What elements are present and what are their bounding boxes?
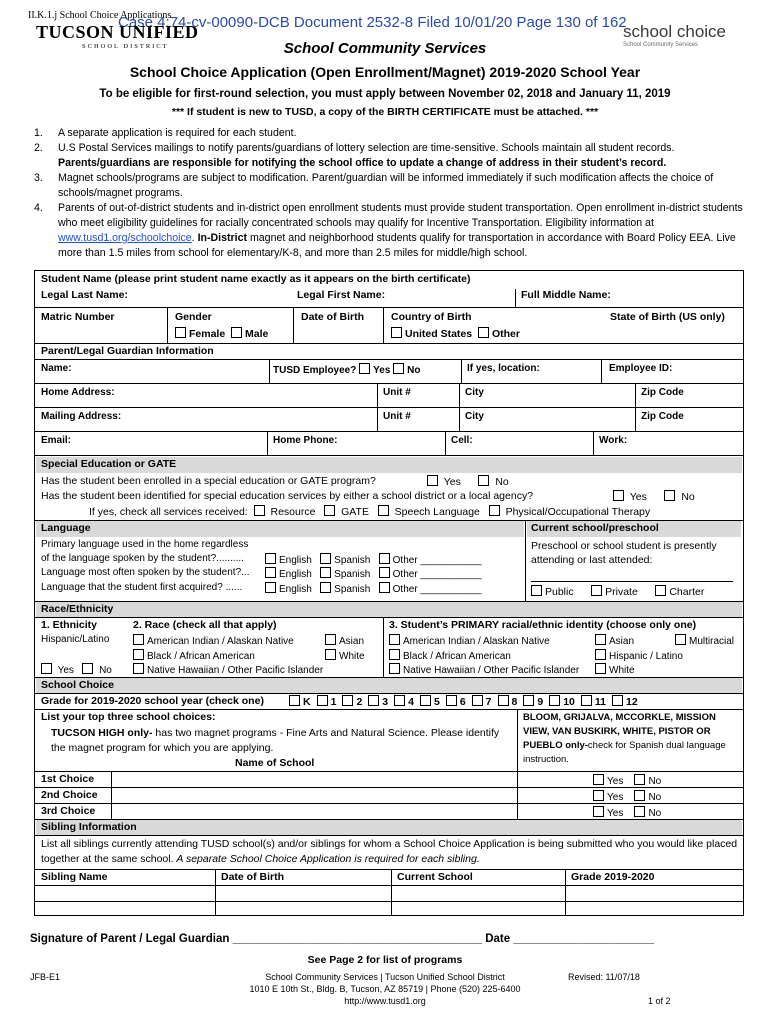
race-section-heading: Race/Ethnicity (41, 603, 114, 615)
ethnicity-no-checkbox[interactable] (82, 663, 93, 674)
note-text (58, 141, 744, 171)
ethnicity-yes-checkbox[interactable] (41, 663, 52, 674)
primary-option-label: White (609, 665, 635, 676)
primary-option (389, 649, 511, 662)
hispanic-latino-label: Hispanic/Latino (41, 634, 110, 645)
footer-website: http://www.tusd1.org (344, 996, 426, 1006)
grade-checkbox[interactable] (498, 695, 509, 706)
other-language-checkbox[interactable] (379, 567, 390, 578)
eligibility-dates: To be eligible for first-round selection, you must apply between November 02, 2018 and January 11, 2019 (99, 88, 671, 100)
other-language-label: Other (392, 555, 418, 566)
home-city-label: City (465, 387, 484, 398)
dual-language-note (523, 711, 741, 767)
grade-label-text: 5 (433, 696, 440, 708)
grade-label-text: 6 (459, 696, 466, 708)
primary-identity-heading: 3. Student’s PRIMARY racial/ethnic identity (choose only one) (389, 619, 697, 631)
home-phone-label: Home Phone: (273, 435, 338, 446)
email-label: Email: (41, 435, 72, 446)
grade-option (289, 696, 311, 708)
tucson-high-bold: TUCSON HIGH only- (51, 727, 153, 739)
other-country-checkbox[interactable] (478, 327, 489, 338)
spanish-label: Spanish (334, 555, 371, 566)
choice-yes-label: Yes (607, 808, 624, 819)
parent-name-label: Name: (41, 363, 72, 374)
primary-checkbox[interactable] (595, 649, 606, 660)
speech-label: Speech Language (394, 506, 480, 518)
race-option (133, 649, 255, 662)
revised-date: Revised: 11/07/18 (568, 972, 640, 982)
spanish-checkbox[interactable] (320, 582, 331, 593)
note-item (34, 141, 744, 171)
footer-address-2: 1010 E 10th St., Bldg. B, Tucson, AZ 85719 | Phone (520) 225-6400 (249, 984, 521, 994)
english-checkbox[interactable] (265, 553, 276, 564)
race-option (133, 663, 323, 676)
english-label: English (279, 584, 312, 595)
other-language-label: Other (392, 584, 418, 595)
other-language-checkbox[interactable] (379, 553, 390, 564)
school-choice-heading: School Choice (41, 679, 114, 691)
grade-option (498, 696, 518, 708)
primary-checkbox[interactable] (595, 634, 606, 645)
gate-checkbox[interactable] (324, 505, 335, 516)
first-choice-label: 1st Choice (41, 773, 95, 785)
note-item (34, 171, 744, 201)
race-option-label: Native Hawaiian / Other Pacific Islander (147, 665, 324, 676)
english-checkbox[interactable] (265, 567, 276, 578)
top-choices-label: List your top three school choices: (41, 711, 216, 723)
grade-option (394, 696, 414, 708)
date-label: Date (485, 933, 511, 945)
primary-option-label: American Indian / Alaskan Native (403, 636, 550, 647)
grade-checkbox[interactable] (289, 695, 300, 706)
race-checkbox[interactable] (325, 649, 336, 660)
state-of-birth-label: State of Birth (US only) (610, 311, 725, 323)
race-option-label: White (339, 651, 365, 662)
us-checkbox[interactable] (391, 327, 402, 338)
footer-address-1: School Community Services | Tucson Unified School District (265, 972, 505, 982)
gender-options (175, 327, 268, 340)
charter-checkbox[interactable] (655, 585, 666, 596)
spanish-label: Spanish (334, 584, 371, 595)
student-section-heading: Student Name (please print student name exactly as it appears on the birth certificate) (41, 273, 471, 285)
choice-2-dual-options (593, 790, 661, 803)
preschool-text: Preschool or school student is presently attending or last attended: (531, 540, 717, 566)
home-unit-label: Unit # (383, 387, 411, 398)
choice-no-label: No (648, 792, 662, 803)
spanish-label: Spanish (334, 569, 371, 580)
birth-certificate-note: *** If student is new to TUSD, a copy of the BIRTH CERTIFICATE must be attached. *** (171, 106, 599, 118)
form-code: JFB-E1 (30, 972, 61, 982)
choice-1-dual-options (593, 774, 661, 787)
grade-option (420, 696, 440, 708)
primary-option-label: Black / African American (403, 651, 511, 662)
race-option-label: Asian (339, 636, 365, 647)
parent-section-heading: Parent/Legal Guardian Information (41, 345, 214, 357)
grade-option (342, 696, 362, 708)
primary-option (595, 663, 635, 676)
grade-label: Grade for 2019-2020 school year (check one) (41, 695, 264, 707)
tusd-employee-label (273, 363, 421, 376)
services-label: If yes, check all services received: (89, 506, 248, 518)
middle-name-label: Full Middle Name: (521, 289, 611, 301)
employee-yes-label: Yes (373, 365, 391, 376)
sibling-section-heading: Sibling Information (41, 821, 137, 833)
choice-yes-label: Yes (607, 776, 624, 787)
note-number: 1. (34, 127, 43, 139)
primary-option (595, 634, 634, 647)
english-label: English (279, 555, 312, 566)
race-heading: 2. Race (check all that apply) (133, 619, 277, 631)
primary-option-label: Native Hawaiian / Other Pacific Islander (403, 665, 580, 676)
school-type-options (531, 585, 704, 598)
grade-option (523, 696, 543, 708)
grade-label-text: 12 (625, 696, 638, 708)
note-item (34, 126, 744, 141)
grade-checkbox[interactable] (446, 695, 457, 706)
grade-options (289, 695, 644, 708)
choice-no-label: No (648, 808, 662, 819)
race-checkbox[interactable] (133, 649, 144, 660)
grade-checkbox[interactable] (581, 695, 592, 706)
employee-yes-checkbox[interactable] (359, 363, 370, 374)
primary-option-label: Asian (609, 636, 635, 647)
grade-label-text: 4 (408, 696, 414, 708)
male-checkbox[interactable] (231, 327, 242, 338)
note-number: 4. (34, 202, 43, 214)
sped-section-heading: Special Education or GATE (41, 458, 177, 470)
ethnicity-no-label: No (99, 665, 112, 676)
grade-checkbox[interactable] (472, 695, 483, 706)
other-country-label: Other (491, 328, 520, 340)
female-checkbox[interactable] (175, 327, 186, 338)
sped-q2-options (613, 490, 695, 503)
language-row-text: Language that the student first acquired? ...... (41, 582, 243, 593)
sped-q1-options (427, 475, 509, 488)
work-label: Work: (599, 435, 628, 446)
grade-option (549, 696, 575, 708)
grade-checkbox[interactable] (342, 695, 353, 706)
employee-no-checkbox[interactable] (393, 363, 404, 374)
primary-option (595, 649, 683, 662)
spanish-checkbox[interactable] (320, 553, 331, 564)
primary-option (389, 634, 550, 647)
primary-checkbox[interactable] (675, 634, 686, 645)
race-option (325, 634, 364, 647)
home-address-label: Home Address: (41, 387, 115, 398)
logo-right-subtitle: School Community Services (623, 42, 699, 48)
date-of-birth-label: Date of Birth (301, 311, 364, 323)
sibling-school-header: Current School (397, 871, 473, 883)
grade-option (368, 696, 388, 708)
grade-label-text: 7 (485, 696, 492, 708)
race-checkbox[interactable] (133, 663, 144, 674)
choice-no-label: No (648, 776, 662, 787)
primary-option (675, 634, 734, 647)
note-text-a: Parents of out-of-district students and in-district open enrollment students must provide student transportation. Open enrollment in-district students who meet eligibility guidelines for racially concentrated schools may qualify for Incentive Transportation. Eligibility information at (58, 202, 743, 229)
speech-checkbox[interactable] (378, 505, 389, 516)
sped-q1-yes-checkbox[interactable] (427, 475, 438, 486)
grade-option (581, 696, 606, 708)
language-options-row: English Spanish Other ___________ (265, 582, 482, 595)
choice-yes-checkbox[interactable] (593, 774, 604, 785)
grade-option (446, 696, 466, 708)
grade-option (612, 696, 638, 708)
sibling-text-italic: A separate School Choice Application is required for each sibling. (176, 853, 480, 865)
therapy-label: Physical/Occupational Therapy (505, 506, 651, 518)
note-text-plain: U.S Postal Services mailings to notify parents/guardians of lottery selection are time-sensitive. Schools maintain all student records. (58, 142, 675, 154)
cell-label: Cell: (451, 435, 473, 446)
note-number: 3. (34, 172, 43, 184)
public-label: Public (545, 586, 574, 598)
sped-q1-no-label: No (495, 476, 509, 488)
signature-label: Signature of Parent / Legal Guardian (30, 933, 230, 945)
resource-checkbox[interactable] (254, 505, 265, 516)
ethnicity-yes-label: Yes (57, 665, 74, 676)
tucson-high-text: has two magnet programs - Fine Arts and Natural Science. Please identify the magnet program for which you are applying. (51, 727, 500, 754)
private-checkbox[interactable] (591, 585, 602, 596)
home-zip-label: Zip Code (641, 387, 684, 398)
grade-label-text: 9 (537, 696, 544, 708)
us-label: United States (405, 328, 473, 340)
note-text: Magnet schools/programs are subject to modification. Parent/guardian will be informed immediately if such modification affects the choice of schools/magnet programs. (58, 172, 714, 199)
note-item (34, 201, 744, 261)
primary-checkbox[interactable] (389, 663, 400, 674)
services-row (89, 505, 650, 518)
tucson-high-note (51, 726, 501, 756)
race-option-label: Black / African American (147, 651, 255, 662)
primary-checkbox[interactable] (389, 649, 400, 660)
grade-checkbox[interactable] (612, 695, 623, 706)
grade-label-text: 10 (563, 696, 575, 708)
sped-q1-no-checkbox[interactable] (478, 475, 489, 486)
language-options-row: English Spanish Other ___________ (265, 567, 482, 580)
application-form (34, 270, 744, 916)
tusd-employee-text: TUSD Employee? (273, 365, 357, 376)
public-checkbox[interactable] (531, 585, 542, 596)
sped-q2-yes-checkbox[interactable] (613, 490, 624, 501)
choice-yes-label: Yes (607, 792, 624, 803)
grade-checkbox[interactable] (549, 695, 560, 706)
instructions-list (34, 126, 744, 261)
race-option (325, 649, 365, 662)
primary-option-label: Multiracial (689, 636, 735, 647)
primary-option (389, 663, 579, 676)
matric-number-label: Matric Number (41, 311, 115, 323)
english-checkbox[interactable] (265, 582, 276, 593)
legal-first-name-label: Legal First Name: (297, 289, 386, 301)
sped-question-2: Has the student been identified for special education services by either a school district or a local agency? (41, 490, 534, 502)
charter-label: Charter (669, 586, 705, 598)
primary-checkbox[interactable] (595, 663, 606, 674)
race-option (133, 634, 294, 647)
race-checkbox[interactable] (325, 634, 336, 645)
male-label: Male (245, 328, 269, 340)
department-title: School Community Services (283, 40, 487, 57)
note-text-b: . (191, 232, 198, 244)
second-choice-label: 2nd Choice (41, 789, 98, 801)
sibling-instructions (41, 837, 739, 867)
note-text (58, 201, 744, 261)
grade-checkbox[interactable] (368, 695, 379, 706)
signature-row (30, 933, 654, 945)
grade-label-text: 1 (330, 696, 337, 708)
sped-q1-yes-label: Yes (443, 476, 461, 488)
sibling-dob-header: Date of Birth (221, 871, 284, 883)
see-page-2: See Page 2 for list of programs (307, 954, 463, 966)
doc-reference: II.K.1.j School Choice Applications (28, 10, 172, 21)
grade-checkbox[interactable] (523, 695, 534, 706)
choice-no-checkbox[interactable] (634, 774, 645, 785)
language-options-row: English Spanish Other ___________ (265, 553, 482, 566)
choice-3-dual-options (593, 806, 661, 819)
mailing-unit-label: Unit # (383, 411, 411, 422)
sped-q2-yes-label: Yes (629, 491, 647, 503)
legal-last-name-label: Legal Last Name: (41, 289, 128, 301)
employee-id-label: Employee ID: (609, 363, 673, 374)
language-row-text: of the language spoken by the student?.......... (41, 553, 244, 564)
date-line[interactable]: ______________________ (513, 933, 655, 945)
country-options (391, 327, 520, 340)
primary-checkbox[interactable] (389, 634, 400, 645)
sibling-name-header: Sibling Name (41, 871, 108, 883)
mailing-address-label: Mailing Address: (41, 411, 122, 422)
signature-line[interactable]: _______________________________________ (232, 933, 483, 945)
choice-yes-checkbox[interactable] (593, 790, 604, 801)
note-text: A separate application is required for each student. (58, 127, 297, 139)
mailing-zip-label: Zip Code (641, 411, 684, 422)
sped-q2-no-checkbox[interactable] (664, 490, 675, 501)
logo-title: TUCSON UNIFIED (36, 22, 199, 42)
logo-right-title: school choice (623, 22, 727, 41)
gate-label: GATE (341, 506, 369, 518)
race-checkbox[interactable] (133, 634, 144, 645)
grade-label-text: K (303, 696, 311, 708)
grade-option (472, 696, 492, 708)
grade-checkbox[interactable] (317, 695, 328, 706)
note-text-c: magnet and neighborhood students qualify for transportation in accordance with Board Policy EEA. Live more than 1.5 miles from school for elementary/K-8, and more than 2.5 miles for middle/high school. (58, 232, 736, 259)
private-label: Private (605, 586, 638, 598)
mailing-city-label: City (465, 411, 484, 422)
grade-label-text: 3 (382, 696, 389, 708)
grade-checkbox[interactable] (420, 695, 431, 706)
sped-question-1: Has the student been enrolled in a special education or GATE program? (41, 475, 376, 487)
grade-option (317, 696, 337, 708)
resource-label: Resource (270, 506, 316, 518)
current-school-heading: Current school/preschool (531, 522, 659, 534)
spanish-checkbox[interactable] (320, 567, 331, 578)
race-option-label: American Indian / Alaskan Native (147, 636, 294, 647)
other-language-checkbox[interactable] (379, 582, 390, 593)
page-title: School Choice Application (Open Enrollment/Magnet) 2019-2020 School Year (129, 64, 641, 80)
logo-subtitle: SCHOOL DISTRICT (82, 43, 169, 50)
country-of-birth-label: Country of Birth (391, 311, 472, 323)
case-stamp: Case 4:74-cv-00090-DCB Document 2532-8 Filed 10/01/20 Page 130 of 162 (118, 14, 627, 31)
choice-no-checkbox[interactable] (634, 806, 645, 817)
grade-label-text: 2 (356, 696, 363, 708)
choice-yes-checkbox[interactable] (593, 806, 604, 817)
grade-label-text: 8 (511, 696, 518, 708)
school-choice-link[interactable]: www.tusd1.org/schoolchoice (58, 232, 192, 244)
name-of-school-label: Name of School (235, 757, 315, 769)
ethnicity-heading: 1. Ethnicity (41, 619, 98, 631)
dual-language-bold: BLOOM, GRIJALVA, MCCORKLE, MISSION VIEW, VAN BUSKIRK, WHITE, PISTOR OR PUEBLO only- (523, 712, 716, 751)
language-section-heading: Language (41, 522, 91, 534)
other-language-label: Other (392, 569, 418, 580)
ethnicity-options (41, 663, 112, 676)
therapy-checkbox[interactable] (489, 505, 500, 516)
choice-no-checkbox[interactable] (634, 790, 645, 801)
dual-language-text: check for Spanish dual language instruction. (523, 740, 726, 765)
note-text-bold: In-District (197, 232, 248, 244)
third-choice-label: 3rd Choice (41, 805, 96, 817)
location-label: If yes, location: (467, 363, 540, 374)
grade-checkbox[interactable] (394, 695, 405, 706)
note-text-bold: Parents/guardians are responsible for notifying the school office to update a change of address in their student’s record. (58, 157, 667, 169)
female-label: Female (189, 328, 226, 340)
language-row-text: Primary language used in the home regardless (41, 539, 249, 550)
sibling-text: List all siblings currently attending TUSD school(s) and/or siblings for whom a School Choice Application is being submitted who you would like placed together at the same school. (41, 838, 738, 865)
note-number: 2. (34, 142, 43, 154)
language-row-text: Language most often spoken by the student?... (41, 567, 250, 578)
primary-option-label: Hispanic / Latino (609, 651, 683, 662)
english-label: English (279, 569, 312, 580)
sped-q2-no-label: No (681, 491, 695, 503)
gender-label: Gender (175, 311, 212, 323)
sibling-grade-header: Grade 2019-2020 (571, 871, 655, 883)
employee-no-label: No (407, 365, 421, 376)
page-number: 1 of 2 (648, 996, 671, 1006)
grade-label-text: 11 (594, 696, 606, 708)
